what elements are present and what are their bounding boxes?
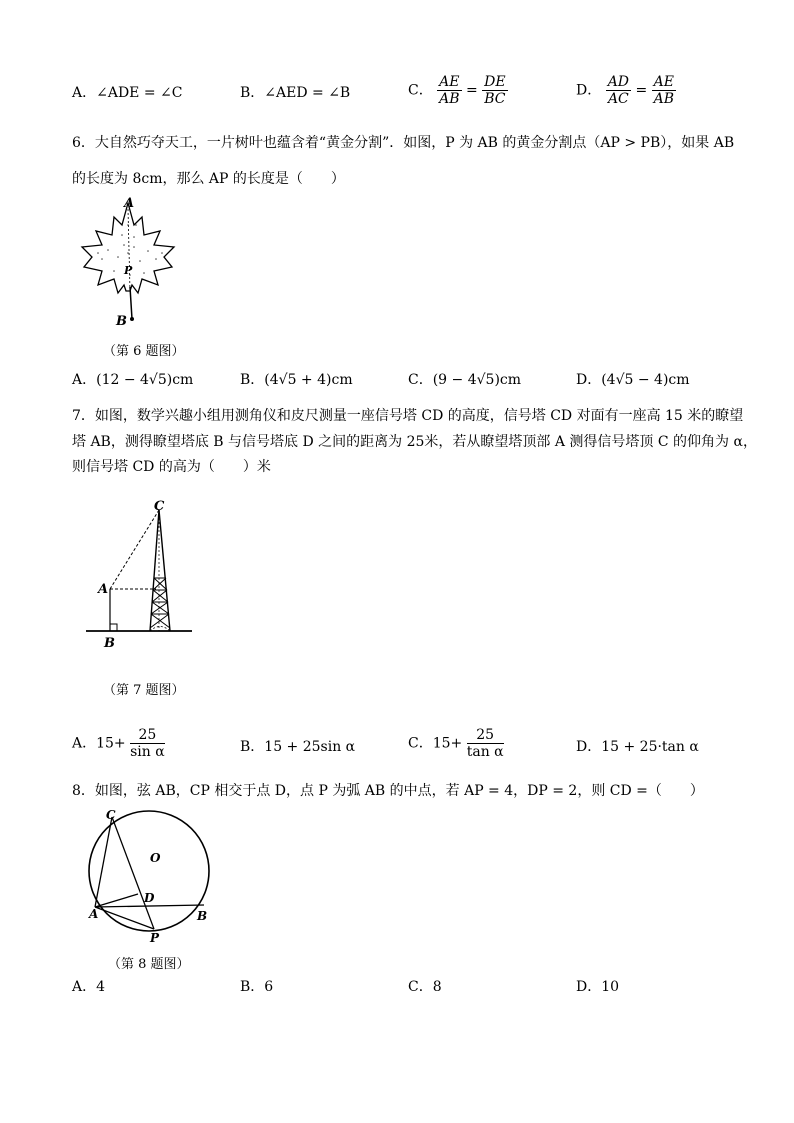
- q5-d-frac1-den: AC: [607, 91, 629, 107]
- q7-a-frac-den: sin α: [130, 744, 165, 760]
- q7-option-b: B．15 + 25sin α: [240, 739, 356, 755]
- q8-label-a: A: [89, 907, 99, 921]
- q6-text-line2: 的长度为 8cm，那么 AP 的长度是（ ）: [72, 171, 345, 187]
- q7-text-line1: 7．如图，数学兴趣小组用测角仪和皮尺测量一座信号塔 CD 的高度，信号塔 CD 对面有一座高 15 米的瞭望: [72, 408, 744, 424]
- q7-tower-figure: [86, 498, 196, 651]
- q5-d-frac1-num: AD: [607, 74, 630, 90]
- q7-c-frac-num: 25: [467, 727, 504, 744]
- q6-option-b: B．(4√5 + 4)cm: [240, 372, 353, 388]
- q6-label-a: A: [124, 196, 135, 211]
- q8-circle-figure: [86, 806, 216, 946]
- q7-text-line2: 塔 AB，测得瞭望塔底 B 与信号塔底 D 之间的距离为 25米，若从瞭望塔顶部 A 测得信号塔顶 C 的仰角为 α，: [72, 434, 757, 450]
- q7-option-c: [408, 727, 504, 760]
- q6-label-b: B: [116, 314, 127, 329]
- q8-option-d: D．10: [576, 979, 620, 995]
- q8-label-b: B: [197, 909, 208, 923]
- q7-option-c-prefix: C．15+: [408, 735, 463, 752]
- q5-d-frac2-den: AB: [653, 91, 675, 107]
- q7-label-a: A: [98, 582, 109, 597]
- q7-a-frac-num: 25: [130, 727, 165, 744]
- q5-d-frac2-num: AE: [653, 74, 675, 90]
- q8-option-a: A．4: [72, 979, 106, 995]
- q8-label-d: D: [144, 891, 155, 905]
- q6-label-p: P: [124, 264, 133, 277]
- q6-option-a: A．(12 − 4√5)cm: [72, 372, 194, 388]
- q5-option-d: D． $\frac{AD}{AC}$ = $\frac{AE}{AB}$: [576, 74, 675, 107]
- q5-option-c: C． $\frac{AE}{AB}$ = $\frac{DE}{BC}$: [408, 74, 506, 107]
- q7-text-line3: 则信号塔 CD 的高为（ ）米: [72, 459, 271, 475]
- q5-option-a: A．∠ADE = ∠C: [72, 85, 183, 101]
- q6-caption: （第 6 题图）: [103, 344, 185, 359]
- q5-c-frac2-den: BC: [484, 91, 506, 107]
- q8-caption: （第 8 题图）: [108, 957, 190, 972]
- q8-label-c: C: [106, 808, 116, 822]
- q7-option-d: D．15 + 25·tan α: [576, 739, 699, 755]
- q7-option-a: [72, 727, 165, 760]
- q7-c-frac-den: tan α: [466, 744, 504, 760]
- q8-label-p: P: [150, 931, 160, 945]
- q6-maple-leaf-figure: [78, 195, 178, 330]
- q7-caption: （第 7 题图）: [103, 683, 185, 698]
- q7-label-b: B: [104, 636, 115, 651]
- q5-option-d-label: D．: [576, 82, 602, 99]
- q5-option-c-label: C．: [408, 82, 433, 99]
- q8-option-b: B．6: [240, 979, 274, 995]
- q8-label-o: O: [150, 851, 161, 865]
- q5-c-frac1-den: AB: [439, 91, 460, 107]
- q6-option-d: D．(4√5 − 4)cm: [576, 372, 690, 388]
- q5-c-frac2-num: DE: [484, 74, 506, 90]
- q8-text-line1: 8．如图，弦 AB，CP 相交于点 D，点 P 为弧 AB 的中点，若 AP = 4，DP = 2，则 CD =（ ）: [72, 783, 704, 799]
- q7-option-a-prefix: A．15+: [72, 735, 126, 752]
- q8-option-c: C．8: [408, 979, 442, 995]
- q5-option-b: B．∠AED = ∠B: [240, 85, 351, 101]
- q7-label-c: C: [154, 499, 165, 514]
- q5-c-frac1-num: AE: [439, 74, 460, 90]
- q6-option-c: C．(9 − 4√5)cm: [408, 372, 522, 388]
- q6-text-line1: 6．大自然巧夺天工，一片树叶也蕴含着“黄金分割”．如图，P 为 AB 的黄金分割点（AP > PB），如果 AB: [72, 135, 735, 151]
